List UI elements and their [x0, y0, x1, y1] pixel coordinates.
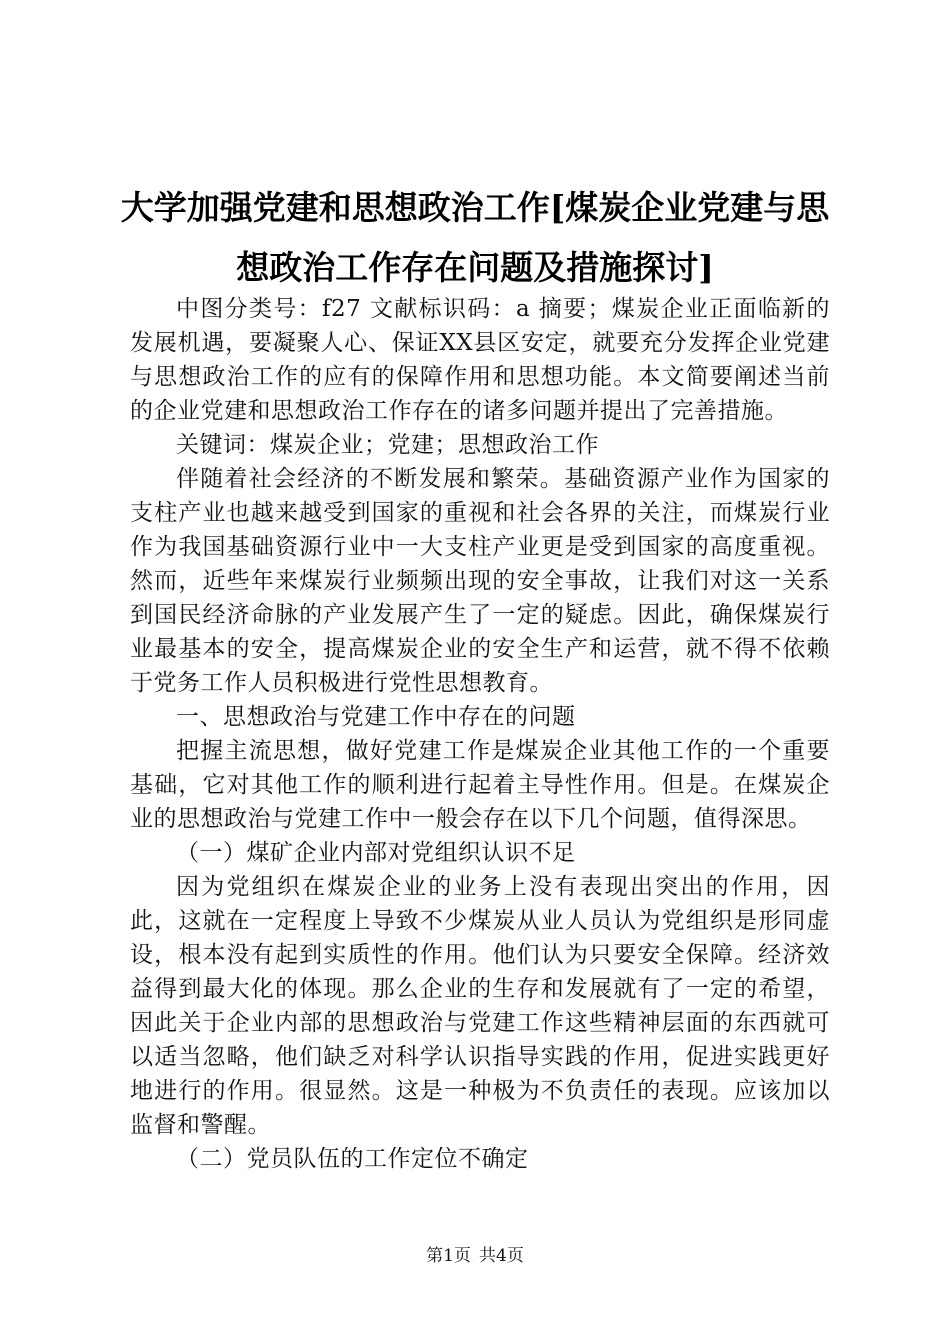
page-number: 第1页	[426, 1246, 471, 1266]
subsection-2-heading: （二）党员队伍的工作定位不确定	[176, 1146, 529, 1172]
intro-paragraph: 伴随着社会经济的不断发展和繁荣。基础资源产业作为国家的支柱产业也越来越受到国家的重视和社会各界的关注，而煤炭行业作为我国基础资源行业中一大支柱产业更是受到国家的高度重视。然而，近些年来煤炭行业频频出现的安全事故，让我们对这一关系到国民经济命脉的产业发展产生了一定的疑虑。因此，确保煤炭行业最基本的安全，提高煤炭企业的安全生产和运营，就不得不依赖于党务工作人员积极进行党性思想教育。	[130, 466, 830, 696]
abstract-paragraph: 中图分类号：f27 文献标识码：a 摘要；煤炭企业正面临新的发展机遇，要凝聚人心、保证XX县区安定，就要充分发挥企业党建与思想政治工作的应有的保障作用和思想功能。本文简要阐述当前的企业党建和思想政治工作存在的诸多问题并提出了完善措施。	[130, 296, 830, 424]
subsection-1-heading: （一）煤矿企业内部对党组织认识不足	[176, 840, 576, 866]
page-count: 共4页	[479, 1246, 524, 1266]
document-title: 大学加强党建和思想政治工作[煤炭企业党建与思想政治工作存在问题及措施探讨]	[120, 188, 830, 287]
section-1-paragraph: 把握主流思想，做好党建工作是煤炭企业其他工作的一个重要基础，它对其他工作的顺利进行起着主导性作用。但是。在煤炭企业的思想政治与党建工作中一般会存在以下几个问题，值得深思。	[130, 738, 830, 832]
keywords-paragraph: 关键词：煤炭企业；党建；思想政治工作	[176, 432, 599, 458]
page-footer	[0, 1244, 950, 1268]
document-body	[130, 292, 830, 1176]
section-1-heading: 一、思想政治与党建工作中存在的问题	[176, 704, 576, 730]
subsection-1-paragraph: 因为党组织在煤炭企业的业务上没有表现出突出的作用，因此，这就在一定程度上导致不少煤炭从业人员认为党组织是形同虚设，根本没有起到实质性的作用。他们认为只要安全保障。经济效益得到最大化的体现。那么企业的生存和发展就有了一定的希望，因此关于企业内部的思想政治与党建工作这些精神层面的东西就可以适当忽略，他们缺乏对科学认识指导实践的作用，促进实践更好地进行的作用。很显然。这是一种极为不负责任的表现。应该加以监督和警醒。	[130, 874, 830, 1138]
